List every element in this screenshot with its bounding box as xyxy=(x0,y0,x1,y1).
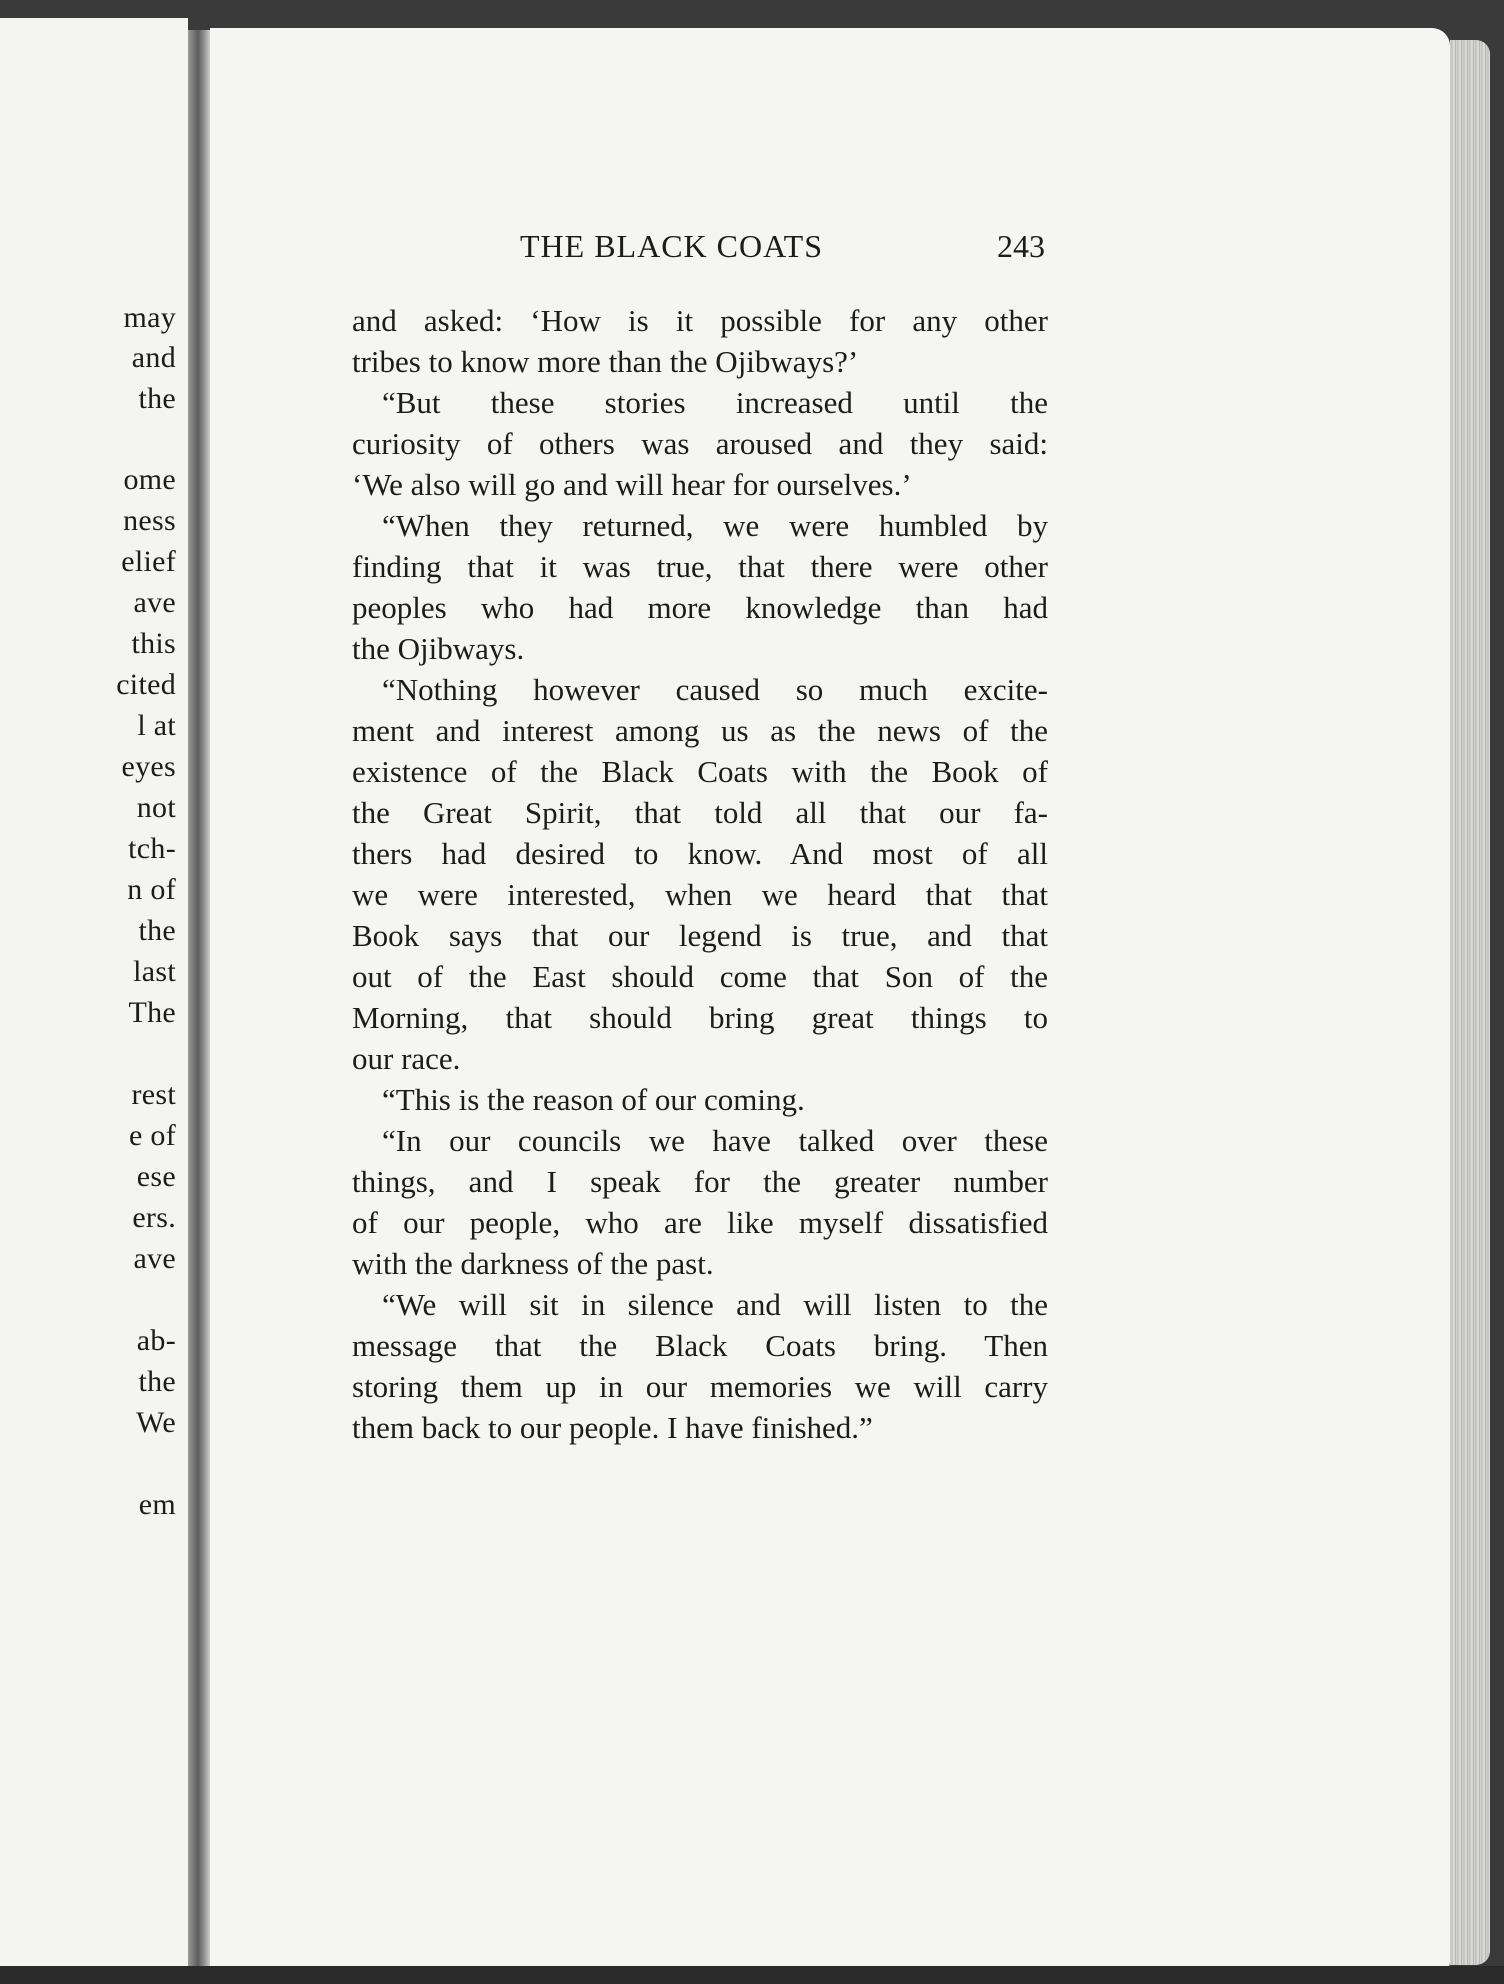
left-fragment: the xyxy=(138,914,176,947)
text-line: thers had desired to know. And most of all xyxy=(352,836,1048,871)
text-line: existence of the Black Coats with the Book of xyxy=(352,754,1048,789)
text-line: we were interested, when we heard that that xyxy=(352,877,1048,912)
text-line: the Ojibways. xyxy=(352,631,525,666)
left-fragment: ers. xyxy=(132,1201,176,1234)
left-fragment: ab- xyxy=(136,1324,176,1357)
left-fragment: ese xyxy=(136,1160,176,1193)
left-fragment: this xyxy=(131,627,176,660)
text-line: peoples who had more knowledge than had xyxy=(352,590,1048,625)
left-fragment: the xyxy=(138,382,176,415)
text-line: “Nothing however caused so much excite- xyxy=(382,672,1048,707)
left-fragment: ave xyxy=(133,1242,176,1275)
left-fragment: and xyxy=(131,341,176,374)
left-fragment: elief xyxy=(121,545,176,578)
left-fragment: cited xyxy=(116,668,176,701)
text-line: with the darkness of the past. xyxy=(352,1246,714,1281)
left-fragment: ave xyxy=(133,586,176,619)
left-fragment: the xyxy=(138,1365,176,1398)
text-line: things, and I speak for the greater number xyxy=(352,1164,1048,1199)
left-fragment: last xyxy=(133,955,176,988)
text-line: our race. xyxy=(352,1041,461,1076)
text-line: of our people, who are like myself dissatisfied xyxy=(352,1205,1048,1240)
text-line: Morning, that should bring great things to xyxy=(352,1000,1048,1035)
left-fragment: The xyxy=(128,996,176,1029)
text-line: “This is the reason of our coming. xyxy=(382,1082,805,1117)
text-line: ‘We also will go and will hear for ourselves.’ xyxy=(352,467,912,502)
left-fragment: eyes xyxy=(121,750,176,783)
text-line: them back to our people. I have finished.” xyxy=(352,1410,873,1445)
text-line: “When they returned, we were humbled by xyxy=(382,508,1048,543)
left-fragment: ness xyxy=(123,504,176,537)
text-line: out of the East should come that Son of the xyxy=(352,959,1048,994)
text-line: “But these stories increased until the xyxy=(382,385,1048,420)
left-fragment: We xyxy=(136,1406,176,1439)
text-line: and asked: ‘How is it possible for any other xyxy=(352,303,1048,338)
text-line: storing them up in our memories we will carry xyxy=(352,1369,1048,1404)
scan-bottom-edge xyxy=(0,1966,1504,1984)
text-line: “In our councils we have talked over these xyxy=(382,1123,1048,1158)
left-fragment: n of xyxy=(127,873,176,906)
text-line: tribes to know more than the Ojibways?’ xyxy=(352,344,859,379)
page-body xyxy=(352,300,1048,1448)
left-page-fragment xyxy=(0,18,188,1968)
left-fragment: l at xyxy=(137,709,176,742)
running-head: THE BLACK COATS xyxy=(520,228,824,264)
text-line: Book says that our legend is true, and that xyxy=(352,918,1048,953)
text-line: finding that it was true, that there were other xyxy=(352,549,1048,584)
page-edges xyxy=(1450,40,1490,1965)
left-fragment: tch- xyxy=(128,832,176,865)
text-line: ment and interest among us as the news of the xyxy=(352,713,1048,748)
text-line: message that the Black Coats bring. Then xyxy=(352,1328,1048,1363)
left-fragment: em xyxy=(138,1488,176,1521)
left-fragment: rest xyxy=(131,1078,176,1111)
left-fragment: may xyxy=(123,301,176,334)
text-line: the Great Spirit, that told all that our fa- xyxy=(352,795,1048,830)
text-line: “We will sit in silence and will listen to the xyxy=(382,1287,1048,1322)
left-fragment: not xyxy=(136,791,176,824)
left-fragment: ome xyxy=(123,463,176,496)
page-number: 243 xyxy=(997,228,1045,264)
left-fragment: e of xyxy=(128,1119,176,1152)
book-gutter xyxy=(188,30,210,1975)
text-line: curiosity of others was aroused and they said: xyxy=(352,426,1048,461)
